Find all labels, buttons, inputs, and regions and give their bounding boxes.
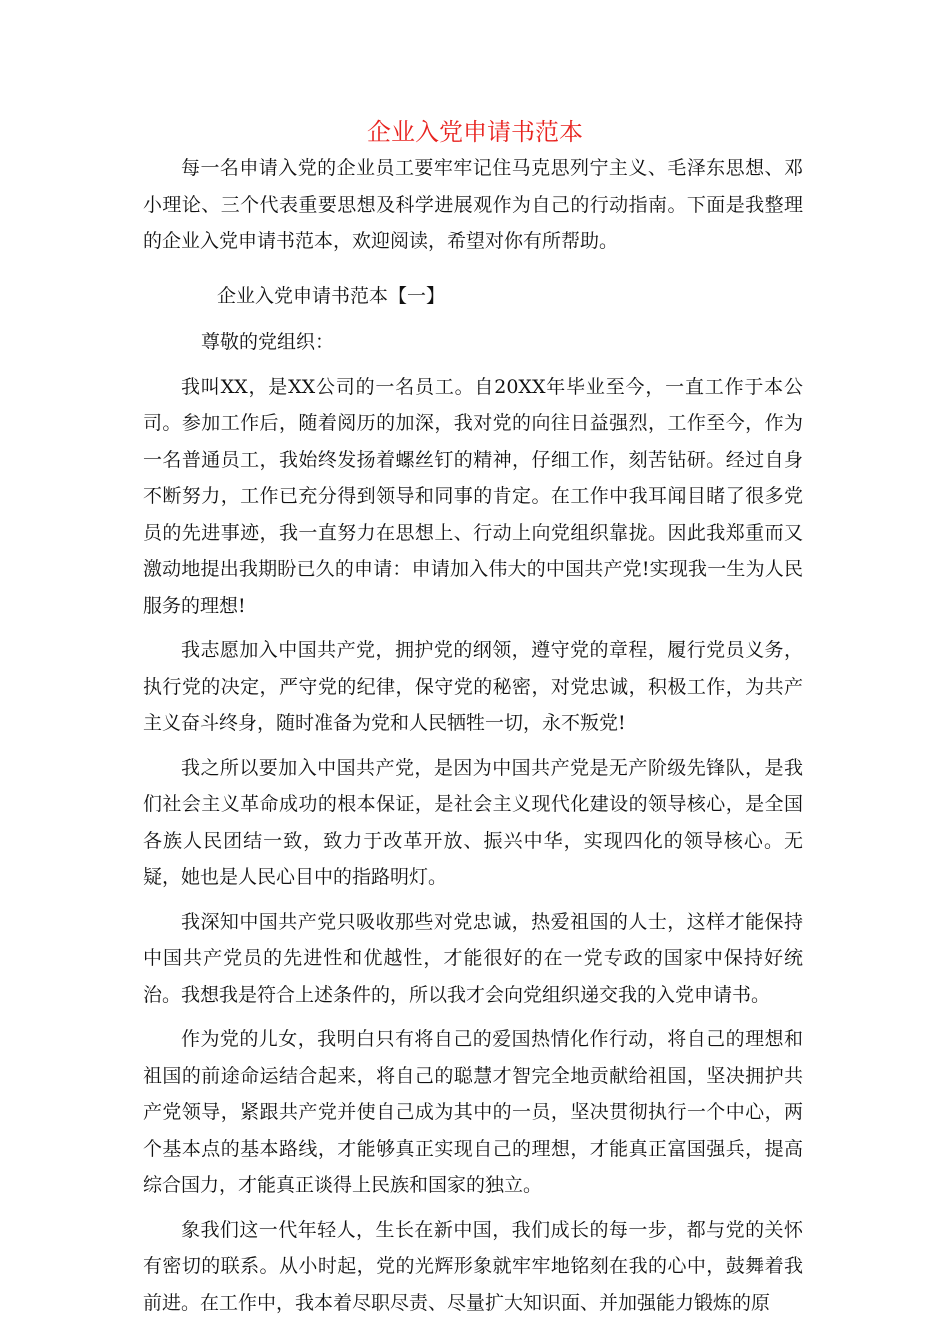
document-body bbox=[143, 150, 803, 1321]
body-paragraph: 象我们这一代年轻人，生长在新中国，我们成长的每一步，都与党的关怀有密切的联系。从小时起，党的光辉形象就牢牢地铭刻在我的心中，鼓舞着我前进。在工作中，我本着尽职尽责、尽量扩大知识面、并加强能力锻炼的原 bbox=[143, 1218, 803, 1314]
intro-paragraph: 每一名申请入党的企业员工要牢牢记住马克思列宁主义、毛泽东思想、邓小理论、三个代表重要思想及科学进展观作为自己的行动指南。下面是我整理的企业入党申请书范本，欢迎阅读，希望对你有所帮助。 bbox=[143, 157, 803, 252]
salutation: 尊敬的党组织： bbox=[201, 330, 335, 353]
body-paragraph: 我叫XX，是XX公司的一名员工。自20XX年毕业至今，一直工作于本公司。参加工作后，随着阅历的加深，我对党的向往日益强烈，工作至今，作为一名普通员工，我始终发扬着螺丝钉的精神，仔细工作，刻苦钻研。经过自身不断努力，工作已充分得到领导和同事的肯定。在工作中我耳闻目睹了很多党员的先进事迹，我一直努力在思想上、行动上向党组织靠拢。因此我郑重而又激动地提出我期盼已久的申请：申请加入伟大的中国共产党!实现我一生为人民服务的理想! bbox=[143, 375, 803, 617]
body-paragraph: 我志愿加入中国共产党，拥护党的纲领，遵守党的章程，履行党员义务，执行党的决定，严守党的纪律，保守党的秘密，对党忠诚，积极工作，为共产主义奋斗终身，随时准备为党和人民牺牲一切，永不叛党! bbox=[143, 639, 803, 734]
body-paragraph: 我深知中国共产党只吸收那些对党忠诚，热爱祖国的人士，这样才能保持中国共产党员的先进性和优越性，才能很好的在一党专政的国家中保持好统治。我想我是符合上述条件的，所以我才会向党组织递交我的入党申请书。 bbox=[143, 910, 803, 1006]
document-title: 企业入党申请书范本 bbox=[367, 118, 583, 146]
body-paragraph: 我之所以要加入中国共产党，是因为中国共产党是无产阶级先锋队，是我们社会主义革命成功的根本保证，是社会主义现代化建设的领导核心，是全国各族人民团结一致，致力于改革开放、振兴中华，实现四化的领导核心。无疑，她也是人民心目中的指路明灯。 bbox=[143, 756, 803, 888]
body-paragraph: 作为党的儿女，我明白只有将自己的爱国热情化作行动，将自己的理想和祖国的前途命运结合起来，将自己的聪慧才智完全地贡献给祖国，坚决拥护共产党领导，紧跟共产党并使自己成为其中的一员，坚决贯彻执行一个中心，两个基本点的基本路线，才能够真正实现自己的理想，才能真正富国强兵，提高综合国力，才能真正谈得上民族和国家的独立。 bbox=[143, 1028, 803, 1196]
section-heading: 企业入党申请书范本【一】 bbox=[217, 284, 446, 307]
